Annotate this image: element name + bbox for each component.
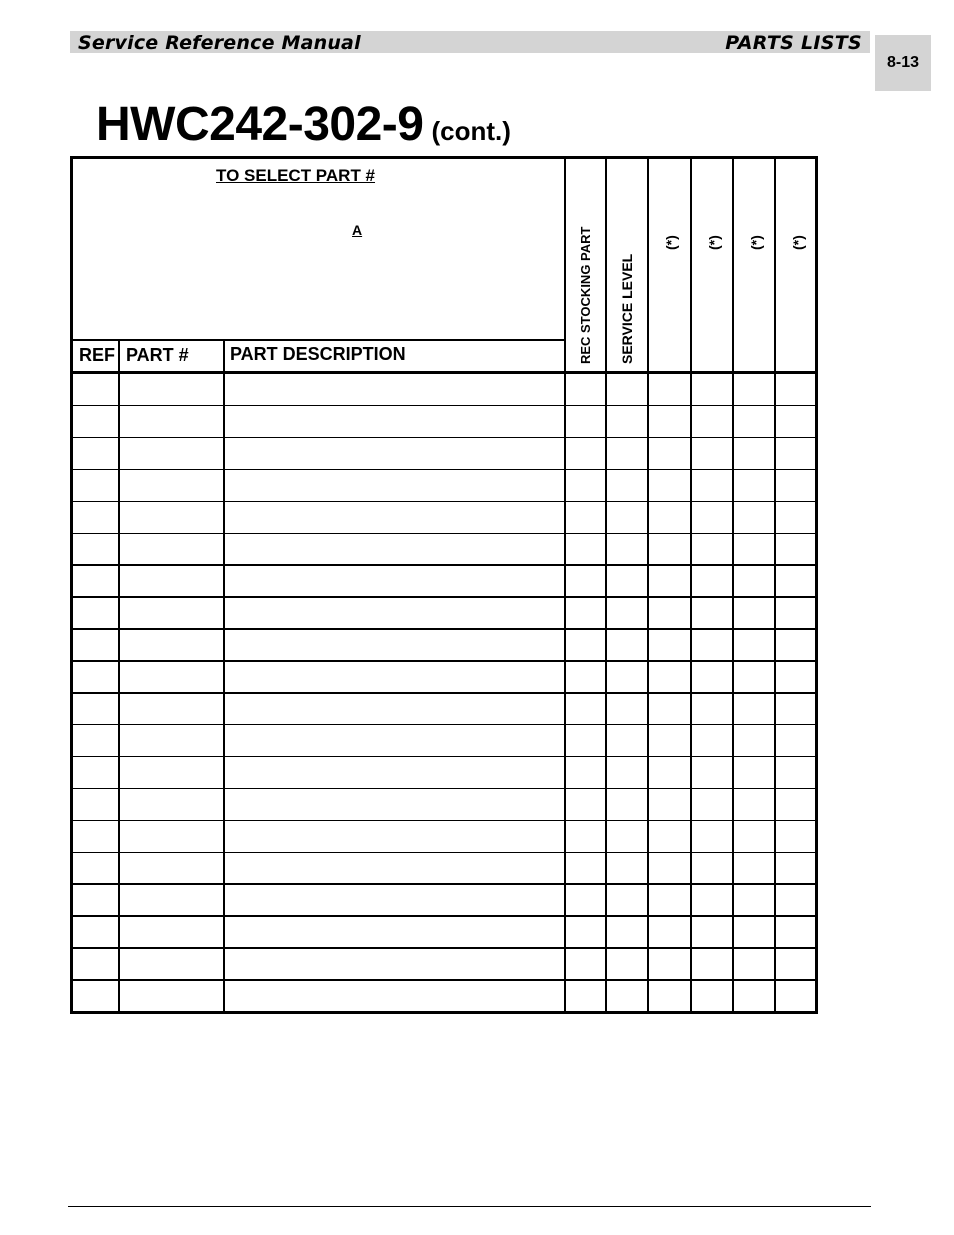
column-divider: [223, 339, 225, 1011]
table-row: [73, 788, 815, 790]
header-bar: [70, 31, 870, 53]
table-row: [73, 469, 815, 471]
model-number: HWC242-302-9: [96, 98, 424, 151]
page-title: [96, 97, 511, 152]
section-title: PARTS LISTS: [725, 32, 862, 54]
header-divider: [73, 339, 564, 341]
column-divider: [118, 339, 120, 1011]
select-column-letter: A: [352, 222, 363, 238]
footer-rule: [68, 1206, 871, 1207]
col-header-part-number: PART #: [126, 345, 189, 365]
col-header-service-level: SERVICE LEVEL: [619, 253, 635, 364]
col-header-ref: REF: [79, 345, 115, 365]
select-part-label: TO SELECT PART #: [216, 166, 376, 185]
col-header-option-1: (*): [663, 235, 679, 250]
header-bottom-rule: [73, 371, 815, 374]
table-row: [73, 947, 815, 949]
title-suffix: (cont.): [431, 116, 511, 146]
table-row: [73, 405, 815, 407]
table-row: [73, 883, 815, 885]
parts-table: [70, 156, 818, 1014]
table-row: [73, 660, 815, 662]
col-header-option-2: (*): [706, 235, 722, 250]
table-row: [73, 437, 815, 439]
table-row: [73, 564, 815, 566]
table-row: [73, 852, 815, 854]
table-row: [73, 756, 815, 758]
table-row: [73, 820, 815, 822]
page-number-tab: 8-13: [875, 35, 931, 91]
table-row: [73, 915, 815, 917]
table-row: [73, 979, 815, 981]
table-row: [73, 628, 815, 630]
table-row: [73, 501, 815, 503]
col-header-option-3: (*): [748, 235, 764, 250]
table-row: [73, 596, 815, 598]
col-header-description: PART DESCRIPTION: [230, 344, 406, 364]
table-row: [73, 533, 815, 535]
col-header-option-4: (*): [790, 235, 806, 250]
col-header-rec-stocking: REC STOCKING PART: [578, 226, 593, 364]
manual-title: Service Reference Manual: [78, 32, 361, 54]
table-row: [73, 692, 815, 694]
table-row: [73, 724, 815, 726]
